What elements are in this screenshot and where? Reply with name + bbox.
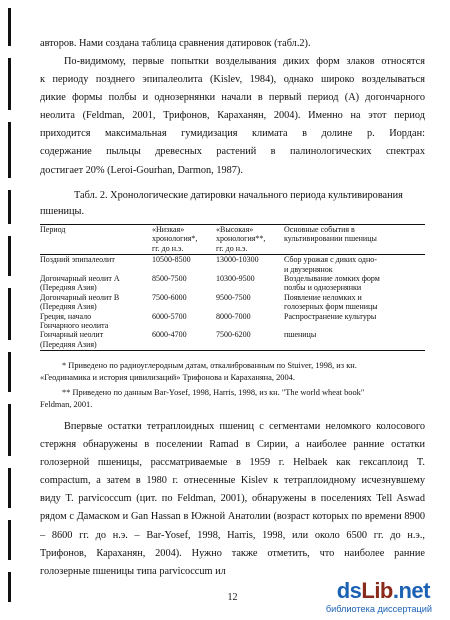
- binding-mark: [8, 122, 11, 178]
- binding-mark: [8, 288, 11, 340]
- cell-high: 8000-7000: [216, 311, 251, 321]
- cell-low: 6000-5700: [152, 311, 187, 321]
- text-line: приходится максимальная гумидизация климата в долине р. Иордан:: [40, 128, 425, 140]
- text-line: голозерной пшеницы, рассматриваемые в 1959 г. Helbaek как гексаплоид T.: [40, 457, 425, 469]
- text-line: compactum, а затем в 1980 г. отнесенные Kislev к тетраплоидному исчезнувшему: [40, 475, 425, 487]
- table-row: [40, 312, 425, 331]
- chronology-table: [40, 224, 425, 351]
- header-low-chronology: «Низкая» хронология*, гг. до н.э.: [152, 225, 216, 255]
- text-line: содержание пыльцы древесных растений в палинологических спектрах: [40, 146, 425, 158]
- binding-mark: [8, 352, 11, 392]
- dslib-logo: dsLib.net: [336, 578, 430, 603]
- text-line: Впервые остатки тетраплоидных пшениц с сегментами неломкого колосового: [64, 421, 425, 432]
- cell-low: 6000-4700: [152, 330, 216, 350]
- table-caption: [40, 188, 425, 220]
- cell-high: 7500-6200: [216, 330, 284, 350]
- binding-mark: [8, 404, 11, 456]
- cell-low: 10500-8500: [152, 255, 191, 265]
- table-row: [40, 255, 425, 274]
- text-line: достигает 20% (Leroi-Gourhan, Darmon, 1987).: [40, 164, 243, 176]
- dslib-watermark[interactable]: [294, 576, 444, 616]
- binding-mark: [8, 520, 11, 560]
- note-line: ** Приведено по данным Bar-Yosef, 1998, Harris, 1998, из кн. "The world wheat book": [62, 388, 365, 397]
- caption-line: Табл. 2. Хронологические датировки начального периода культивирования: [74, 190, 403, 201]
- cell-period: Поздний эпипалеолит: [40, 255, 115, 265]
- text-line: дикие формы полбы и однозернянки начали в первый период (А) догончарного: [40, 92, 425, 104]
- header-period: Период: [40, 225, 152, 255]
- cell-events: Сбор урожая с диких одно- и двузернянок: [284, 255, 377, 274]
- cell-events: Распространение культуры: [284, 311, 377, 321]
- dslib-subtitle: библиотека диссертаций: [325, 604, 432, 614]
- cell-high: 10300-9500: [216, 274, 255, 284]
- text-line: – 8600 гг. до н.э. – Bar-Yosef, 1998, Harris, 1998, или около 6500 гг. до н.э.,: [40, 529, 425, 541]
- cell-period: Греция, начало Гончарного неолита: [40, 311, 109, 331]
- cell-events: пшеницы: [284, 330, 425, 350]
- text-line: рядом с Дамаском и Gan Hassan в Южной Анатолии (возраст которых по времени 8900: [40, 511, 425, 523]
- cell-events: Появление неломких и голозерных форм пшеницы: [284, 292, 378, 312]
- text-line: По-видимому, первые попытки возделывания диких форм злаков относятся: [64, 56, 425, 67]
- text-line: стержня обнаружены в поселении Ramad в Сирии, а наиболее ранние остатки: [40, 439, 425, 451]
- footnote-1: [40, 360, 425, 384]
- text-line: неолита (Feldman, 2001, Трифонов, Караханян, 2004). Именно на этот период: [40, 110, 425, 122]
- binding-mark: [8, 58, 11, 110]
- cell-period: Догончарный неолит А (Передняя Азия): [40, 274, 120, 293]
- cell-period: Гончарный неолит (Передняя Азия): [40, 330, 152, 350]
- note-line: Feldman, 2001.: [40, 400, 93, 409]
- binding-mark: [8, 8, 11, 46]
- page-number: 12: [227, 592, 238, 603]
- table-row: [40, 293, 425, 312]
- footnote-2: [40, 387, 425, 411]
- binding-mark: [8, 468, 11, 508]
- paragraph-top: [40, 35, 425, 53]
- text-line: виду T. parvicoccum (цит. по Feldman, 2001), обнаружены в поселениях Tell Aswad: [40, 493, 425, 505]
- caption-line: пшеницы.: [40, 206, 85, 217]
- paragraph-1: [40, 53, 425, 180]
- cell-high: 9500-7500: [216, 292, 251, 302]
- table-header-row: [40, 225, 425, 255]
- text-line: голозерные пшеницы типа parvicoccum ил: [40, 565, 226, 577]
- binding-mark: [8, 236, 11, 276]
- note-line: * Приведено по радиоуглеродным датам, откалиброванным по Stuiver, 1998, из кн.: [62, 361, 357, 370]
- header-events: Основные события в культивировании пшеницы: [284, 225, 425, 255]
- text-line: Трифонов, Караханян, 2004). Нужно также отметить, что наиболее ранние: [40, 547, 425, 559]
- cell-high: 13000-10300: [216, 255, 259, 265]
- table-row: [40, 330, 425, 350]
- cell-low: 7500-6000: [152, 292, 187, 302]
- cell-period: Догончарный неолит В (Передняя Азия): [40, 292, 120, 312]
- binding-mark: [8, 572, 11, 602]
- text-line: авторов. Нами создана таблица сравнения датировок (табл.2).: [40, 38, 311, 49]
- table-row: [40, 274, 425, 293]
- text-line: к периоду позднего эпипалеолита (Kislev, 1984), однако широко возделываться: [40, 74, 425, 86]
- note-line: «Геодинамика и история цивилизаций» Трифонова и Караханяна, 2004.: [40, 373, 295, 382]
- paragraph-2: [40, 418, 425, 581]
- cell-events: Возделывание ломких форм полбы и однозернянки: [284, 274, 380, 293]
- cell-low: 8500-7500: [152, 274, 187, 284]
- binding-mark: [8, 190, 11, 224]
- header-high-chronology: «Высокая» хронология**, гг. до н.э.: [216, 225, 284, 255]
